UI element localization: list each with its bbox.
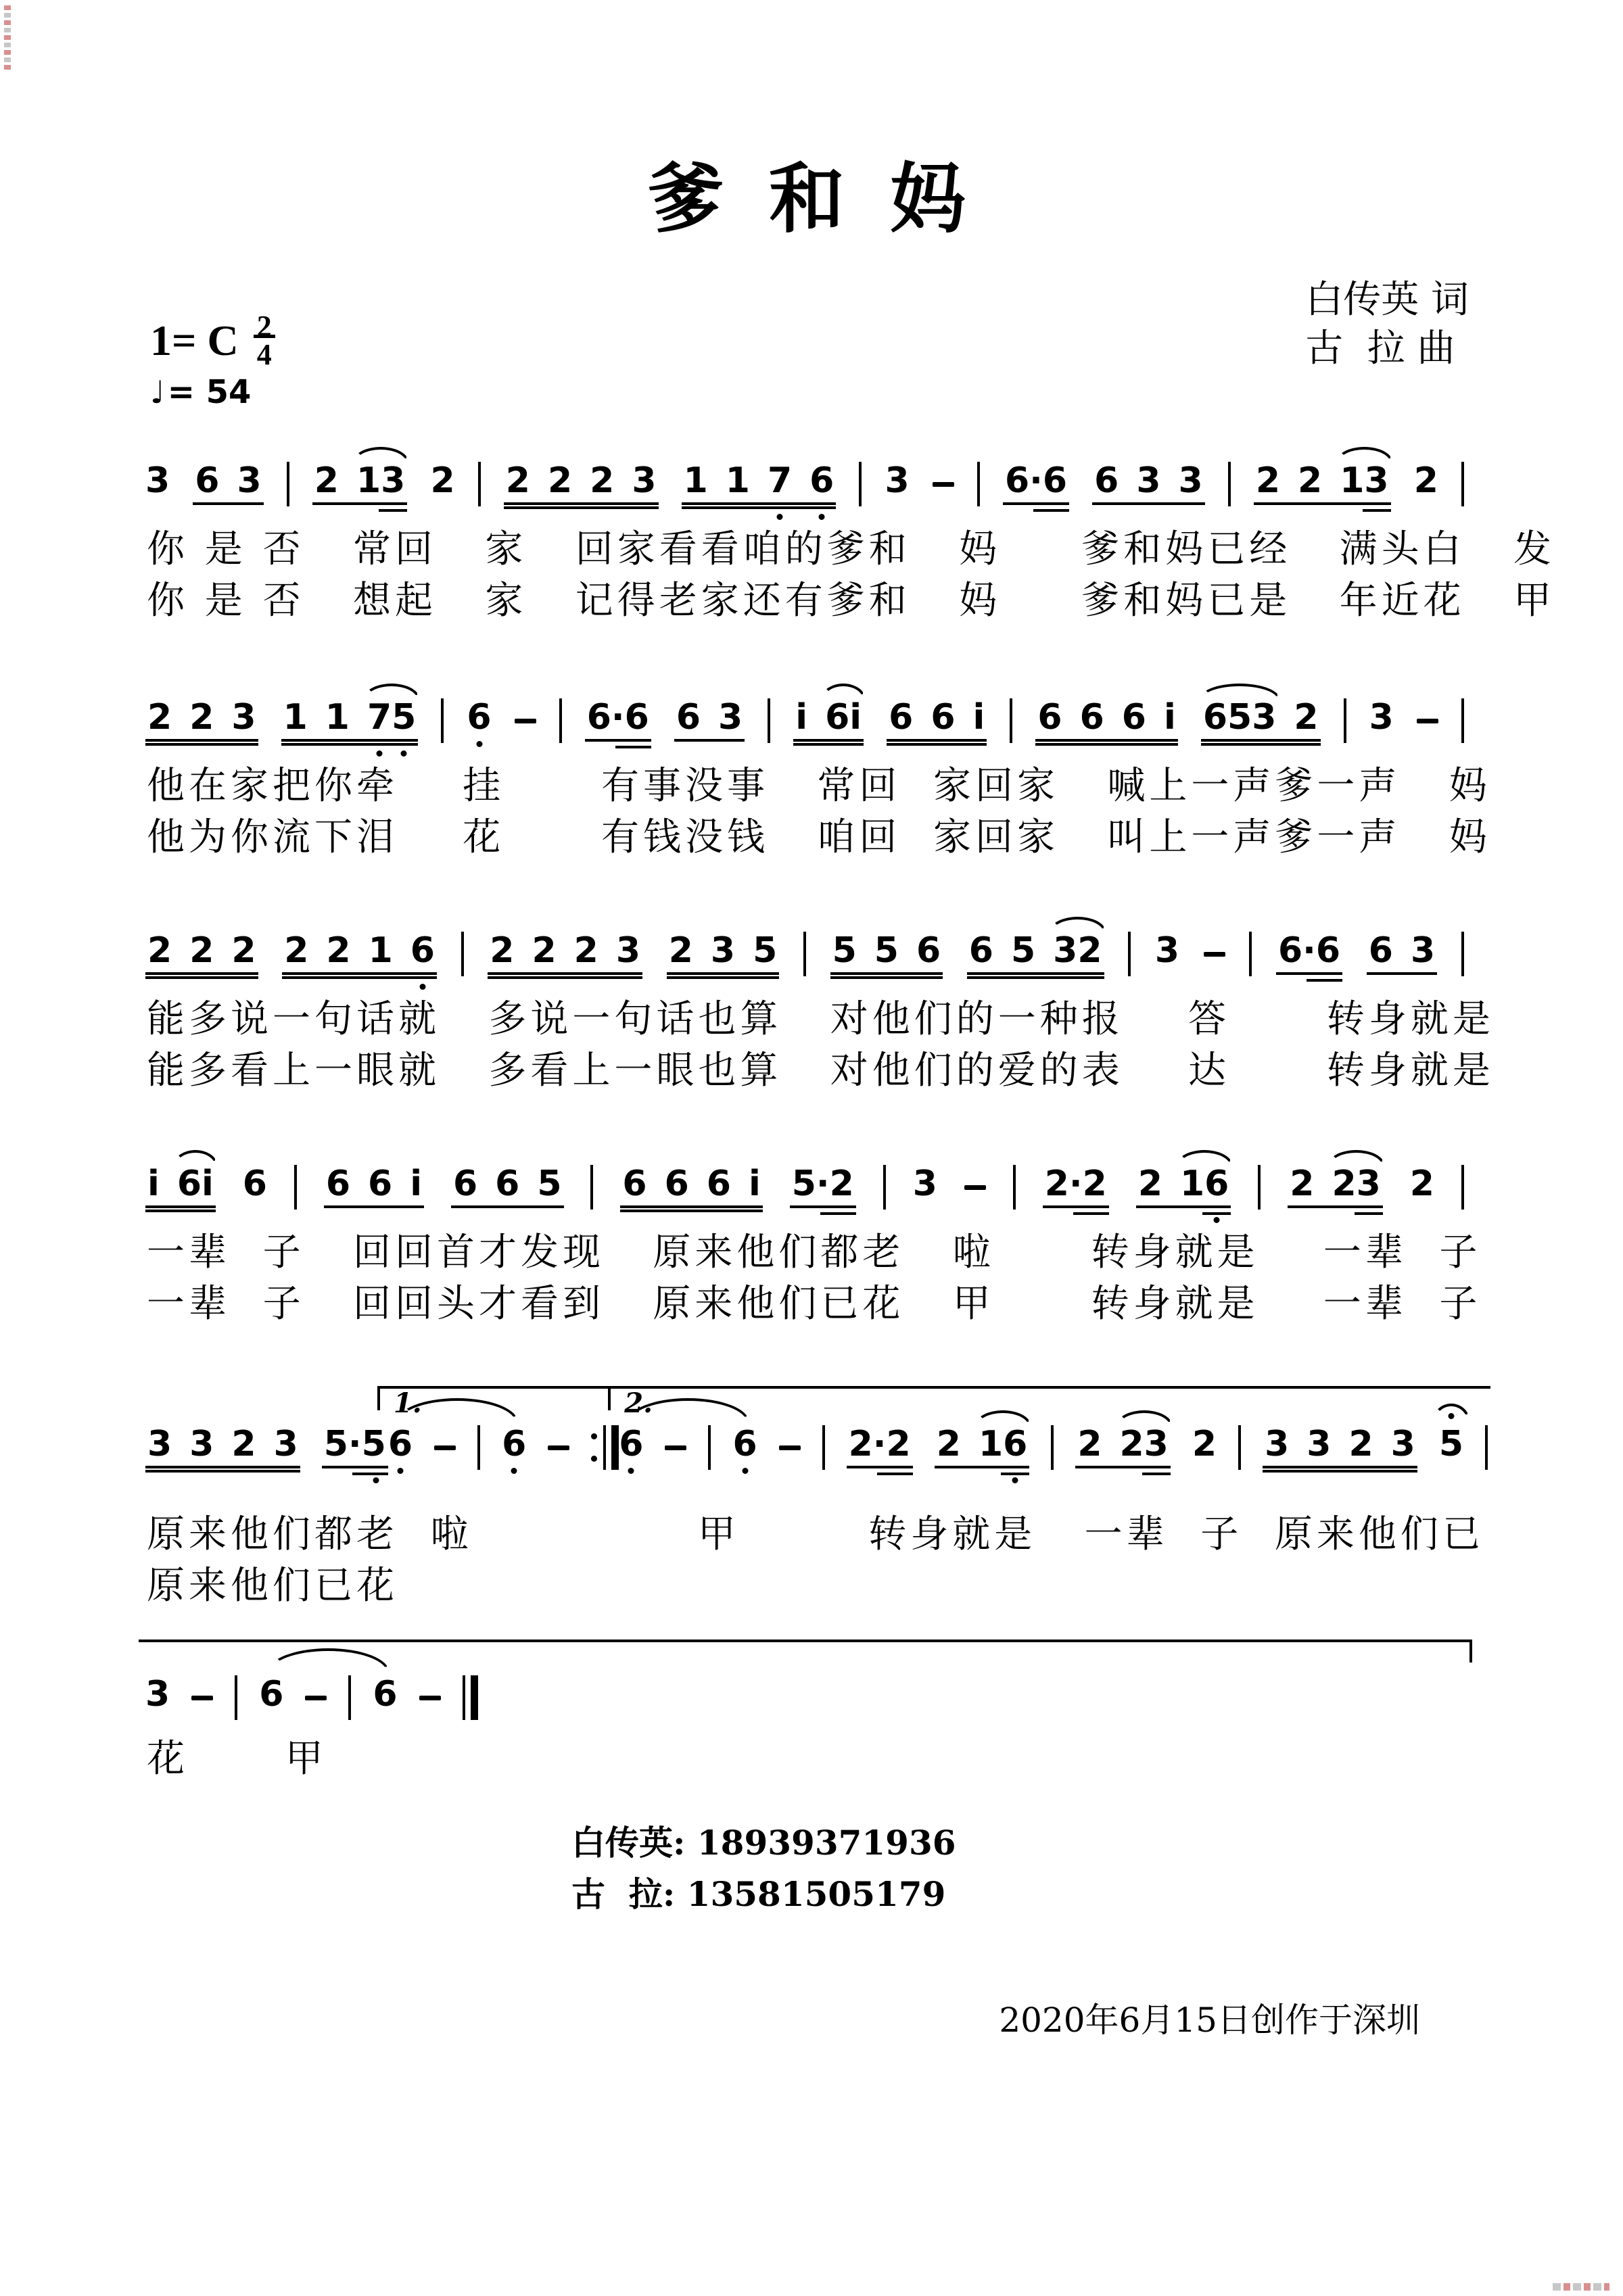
note: 6·6 [586,697,649,738]
duration-dash [515,719,536,723]
note: 2 [1290,1164,1315,1204]
note: 3 [1369,697,1394,738]
note: 3 [1410,930,1436,971]
tied-note-cluster: 13 [356,460,406,501]
note: 6 [373,1674,398,1715]
note: 6 [1094,460,1119,501]
note: 3 [710,930,736,971]
notation-system [145,1163,1482,1326]
notes-row [145,696,1464,745]
credits-block [1305,276,1469,373]
note: 5 [537,1164,562,1204]
barline [1344,698,1346,743]
repeat-barline [591,1425,619,1470]
barline [590,1165,593,1210]
note: 5 [1010,930,1036,971]
note: 1 [683,460,708,501]
note: i [147,1164,160,1204]
note: 2·2 [848,1424,911,1464]
note: 3 [231,697,256,738]
note: i [748,1164,761,1204]
left-edge-watermark [4,5,11,70]
barline [1485,1425,1488,1470]
note: 3 [145,1674,170,1715]
note: 3 [1154,930,1180,971]
duration-dash [1417,719,1438,723]
note: 2 [147,697,172,738]
notation-system [145,460,1556,623]
composer-credit: 古 拉 曲 [1305,327,1455,370]
beam-group [1263,1424,1417,1468]
barline [235,1675,237,1720]
notation-system [145,696,1491,859]
note: 2 [1294,697,1319,738]
beam-group [830,930,943,975]
note: 6 [916,930,941,971]
meter-numerator: 2 [256,310,272,343]
barline [478,462,481,506]
beam-group [282,930,437,975]
duration-dash [933,482,954,487]
contact-block [571,1817,956,1920]
beam-group [145,1166,216,1208]
note: 2 [1255,460,1281,501]
note: 2 [231,930,256,971]
duration-dash [779,1445,801,1450]
note: 6·6 [1278,930,1341,971]
beam-group [488,930,642,975]
lyrics-row-2: 能多看上一眼就 多看上一眼也算 对他们的爱的表 达 转身就是 [147,1049,1495,1093]
beam-group [145,1424,300,1468]
beam-group [145,697,258,742]
lyrics-row-1: 他在家把你牵 挂 有事没事 常回 家回家 喊上一声爹一声 妈 [147,764,1491,808]
tied-note-cluster: 75 [367,700,416,735]
barline [977,462,980,506]
barline [1461,932,1464,976]
tempo-value: = 54 [167,373,252,411]
barline [559,698,562,743]
note: 2 [284,930,309,971]
note: 6 [368,1164,393,1204]
key-signature-block [150,312,275,411]
note: 6 [388,1427,413,1468]
lyrics-row-1: 花 甲 [147,1737,327,1781]
note: 2 [326,930,351,971]
note: 3 [147,1424,172,1464]
note: 2 [573,930,598,971]
composer-contact: 古 拉: 13581505179 [571,1874,946,1914]
beam-group [935,1424,1030,1468]
beam-group [312,460,408,505]
barline [883,1165,886,1210]
note: 5·5 [324,1427,386,1462]
note: 2 [1409,1164,1434,1204]
measure-run [145,1424,388,1468]
note: 5 [874,930,899,971]
note: 2 [1413,460,1438,501]
key-signature [150,312,275,369]
note: 1 [725,460,750,501]
lyricist-credit: 白传英 词 [1305,278,1469,322]
note: 3 [1265,1424,1290,1464]
beam-group [193,460,263,505]
note: 6 [1121,697,1146,738]
note: 6 [809,463,834,498]
note: i [972,697,985,738]
barline [768,698,770,743]
note: 6 [889,697,914,738]
time-signature [254,312,275,369]
lyricist-contact: 白传英: 18939371936 [571,1823,956,1863]
measure-run [145,932,1464,976]
note: 3 [1307,1424,1332,1464]
beam-group [1288,1166,1383,1208]
note: 3 [615,930,641,971]
note: 3 [1390,1424,1415,1464]
note: 2 [505,460,530,501]
duration-dash [434,1445,456,1450]
notation-system [145,1387,1484,1608]
volta-label: 2. [624,1387,653,1419]
tie-group [619,1425,757,1470]
note: i [1163,697,1176,738]
note: 6 [410,933,435,968]
lyrics-row-2: 你 是 否 想起 家 记得老家还有爹和 妈 爹和妈已是 年近花 甲 [147,579,1556,623]
tied-note-cluster: 13 [1340,460,1389,501]
lyrics-row-1: 你 是 否 常回 家 回家看看咱的爹和 妈 爹和妈已经 满头白 发 [147,527,1556,571]
beam-group [1003,460,1069,505]
beam-group [682,460,837,505]
barline [441,698,444,743]
note: 2 [668,930,693,971]
tied-note-cluster: 6i [825,697,862,738]
volta-2 [619,1387,1488,1470]
barline [1013,1165,1016,1210]
duration-dash [1204,952,1225,957]
tied-note-cluster: 32 [1053,930,1102,971]
low-octave-dot [1012,1477,1018,1483]
beam-group [1201,697,1321,742]
tie-group [388,1425,526,1470]
beam-group [847,1424,913,1468]
duration-dash [548,1445,569,1450]
note: 3 [632,460,657,501]
volta-1 [387,1387,619,1470]
repeat-dots [591,1432,598,1463]
note: 2 [231,1424,256,1464]
notes-row [145,1163,1464,1212]
note: 6 [968,930,993,971]
barline [1461,462,1464,506]
note: 6 [259,1674,284,1715]
note: 6 [195,460,220,501]
note: 3 [237,460,262,501]
notes-row [145,1673,1464,1722]
barline [461,932,464,976]
beam-group [667,930,780,975]
duration-dash [964,1185,986,1190]
note: 6 [495,1164,520,1204]
note: 6 [467,700,491,742]
note: 3 [885,460,910,501]
beam-group [1075,1424,1171,1468]
notation-system [145,930,1495,1093]
beam-group [1035,697,1177,742]
beam-group [281,697,419,742]
note: 2 [189,930,214,971]
note: 3 [189,1424,214,1464]
beam-group [1043,1166,1109,1208]
barline [287,462,289,506]
tied-note-cluster: 16 [1180,1166,1229,1201]
note: 6 [242,1164,267,1204]
lyrics-row-1: 能多说一句话就 多说一句话也算 对他们的一种报 答 转身就是 [147,997,1495,1041]
measure-run [145,462,1464,506]
creation-date: 2020年6月15日创作于深圳 [999,2001,1420,2040]
barline [822,1425,825,1470]
beam-group [1276,930,1342,975]
tied-note-cluster: 23 [1332,1164,1381,1204]
low-octave-dot [742,1468,748,1474]
beam-group [887,697,987,742]
beam-group [674,697,745,742]
measure-run [145,1675,478,1720]
note: i [795,697,808,738]
barline [708,1425,711,1470]
note: 2 [314,460,339,501]
lyrics-row-2: 原来他们已花 [147,1564,398,1608]
barline [1051,1425,1054,1470]
tied-note-cluster: 16 [979,1427,1027,1462]
beam-group [451,1166,564,1208]
beam-group [1367,930,1437,975]
beam-group [790,1166,856,1208]
volta-label: 1. [393,1387,422,1419]
beam-group [322,1424,388,1468]
beam-group [324,1166,424,1208]
note: 5·2 [791,1164,854,1204]
note: 3 [1178,460,1203,501]
barline [348,1675,351,1720]
note: 2 [1192,1424,1217,1464]
note: 2 [590,460,615,501]
tied-note-cluster: 653 [1202,697,1277,738]
beam-group [145,930,258,975]
barline [1238,1425,1241,1470]
fermata-note: 5 [1439,1427,1463,1468]
barline [1258,1165,1261,1210]
note: 3 [912,1164,937,1204]
song-title: 爹 和 妈 [648,155,975,243]
quarter-note-icon: ♩ [150,374,165,410]
note: 6 [706,1164,731,1204]
note: 2 [1137,1164,1162,1204]
note: 2 [490,930,515,971]
note: 6 [1368,930,1393,971]
low-octave-dot [511,1468,517,1474]
barline [859,462,862,506]
measure-run [145,698,1464,743]
beam-group [585,697,651,742]
note: 1 [283,697,308,738]
low-octave-dot [476,741,482,747]
barline [294,1165,297,1210]
notes-row [145,930,1464,978]
note: 6 [452,1164,478,1204]
note: 6 [1079,697,1104,738]
note: 6 [1037,697,1062,738]
note: 2 [189,697,214,738]
note: 3 [1136,460,1161,501]
note: 2 [532,930,557,971]
duration-dash [665,1445,686,1450]
lyrics-row-1: 一辈 子 回回首才发现 原来他们都老 啦 转身就是 一辈 子 [147,1230,1482,1274]
tempo-marking [150,373,275,411]
note: 2 [147,930,172,971]
note: 7 [768,463,792,498]
barline [1249,932,1252,976]
measure-run [145,1165,1464,1210]
lyrics-row-2: 一辈 子 回回头才看到 原来他们已花 甲 转身就是 一辈 子 [147,1282,1482,1326]
note: 2 [936,1424,961,1464]
note: 1 [325,697,350,738]
note: 6·6 [1004,460,1068,501]
note: i [410,1164,423,1204]
low-octave-dot [397,1468,403,1474]
low-octave-dot [373,1477,379,1483]
tied-note-cluster: 6i [177,1164,214,1204]
barline [803,932,806,976]
duration-dash [305,1696,327,1700]
note: 6 [931,697,956,738]
note: 6 [325,1164,351,1204]
note: 6 [622,1164,647,1204]
note: 2 [1348,1424,1373,1464]
note: 2 [430,460,455,501]
note: 3 [145,460,170,501]
note: 6 [676,697,701,738]
note: 3 [273,1424,298,1464]
barline [1461,1165,1464,1210]
duration-dash [419,1696,441,1700]
tonality-label: 1= C [150,316,239,364]
notation-system [145,1673,1464,1781]
notes-row [145,1387,1464,1472]
bottom-right-watermark [1553,2283,1609,2291]
notes-row [145,460,1464,508]
note: 5 [753,930,778,971]
note: 2 [1298,460,1323,501]
duration-dash [191,1696,213,1700]
beam-group [967,930,1104,975]
note: 2 [547,460,573,501]
lyrics-row-1: 原来他们都老 啦 甲 转身就是 一辈 子 原来他们已 [147,1512,1484,1556]
beam-group [1092,460,1205,505]
barline [1010,698,1012,743]
note: 5 [832,930,857,971]
final-barline [463,1675,478,1720]
meter-denominator: 4 [254,335,275,371]
note: 1 [368,930,393,971]
lyrics-row-2: 他为你流下泪 花 有钱没钱 咱回 家回家 叫上一声爹一声 妈 [147,815,1491,859]
barline [1128,932,1131,976]
barline [1228,462,1231,506]
beam-group [620,1166,762,1208]
beam-group [1254,460,1391,505]
barline [1461,698,1464,743]
beam-group [1136,1166,1231,1208]
note: 3 [718,697,743,738]
tied-note-cluster: 23 [1119,1424,1169,1464]
barline [477,1425,480,1470]
beam-group [793,697,864,742]
note: 6 [619,1427,643,1468]
note: 6 [502,1427,526,1468]
note: 2·2 [1044,1164,1107,1204]
beam-group [504,460,659,505]
note: 2 [1077,1424,1102,1464]
low-octave-dot [628,1468,634,1474]
note: 6 [664,1164,689,1204]
tie-group [259,1675,397,1720]
note: 6 [732,1427,757,1468]
